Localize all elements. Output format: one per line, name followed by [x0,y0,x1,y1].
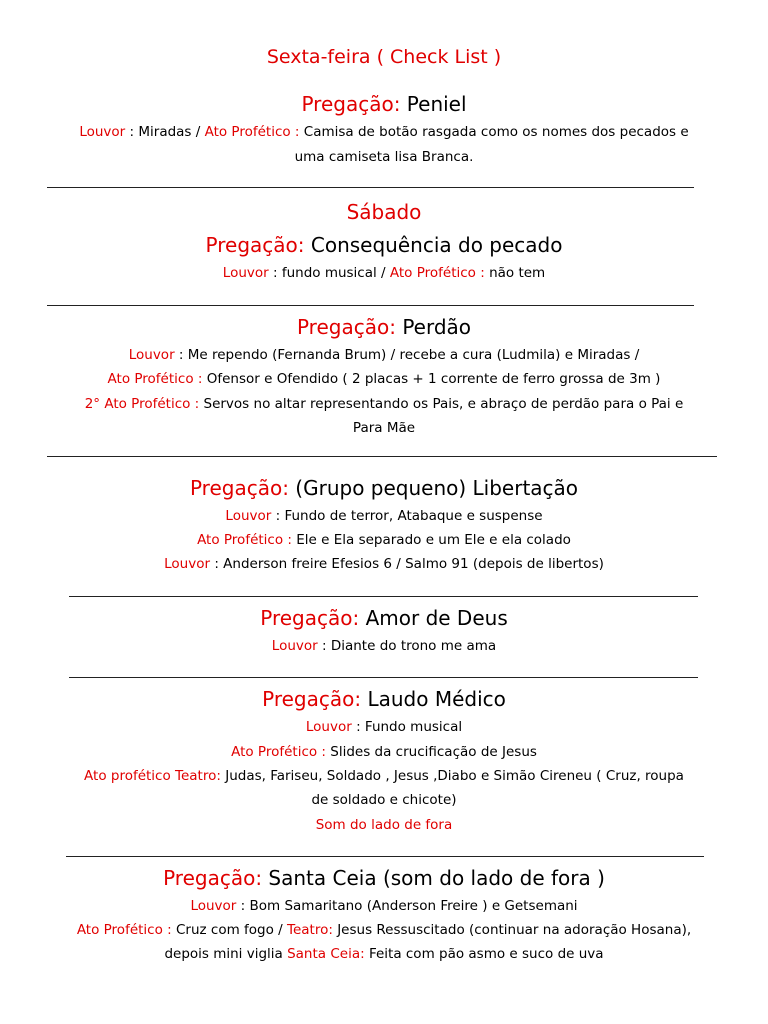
santa-ceia-label: Santa Ceia: [287,946,365,962]
ato-text: Ele e Ela separado e um Ele e ela colado [291,532,571,548]
ato-text: não tem [484,265,546,281]
s1-line-1 [0,124,768,140]
pregacao-label: Pregação: [163,866,269,890]
ato-label: Ato Profético : [197,532,292,548]
s5-line-1 [0,638,768,654]
sermon-title: Amor de Deus [365,606,508,630]
teatro-text: Judas, Fariseu, Soldado , Jesus ,Diabo e Simão Cireneu ( Cruz, roupa [220,768,684,784]
pregacao-label: Pregação: [296,315,403,339]
s4-line-1 [0,508,768,524]
ato-label: Ato Profético : [389,265,485,281]
louvor-label: Louvor [164,556,211,572]
sermon-heading-consequencia [0,233,768,257]
sermon-title: (Grupo pequeno) Libertação [295,476,579,500]
ato-label: Ato Profético : [204,124,300,140]
sermon-title: Laudo Médico [367,687,506,711]
ato-text: Cruz com fogo / [171,922,288,938]
s4-line-2 [0,532,768,548]
s7-line-1 [0,898,768,914]
s6-line-5: Som do lado de fora [315,817,453,833]
pregacao-label: Pregação: [205,233,311,257]
louvor-label: Louvor [79,124,126,140]
ato-text: Ofensor e Ofendido ( 2 placas + 1 corrente de ferro grossa de 3m ) [202,371,661,387]
ato-label: Ato Profético : [76,922,172,938]
sermon-heading-perdao [0,315,768,339]
s3-line-1 [0,347,768,363]
louvor-text: : Fundo de terror, Atabaque e suspense [271,508,543,524]
ato-label: Ato Profético : [107,371,203,387]
ato-text: Camisa de botão rasgada como os nomes dos pecados e [299,124,689,140]
pregacao-label: Pregação: [301,92,407,116]
pregacao-label: Pregação: [260,606,366,630]
day-heading-sabado: Sábado [346,200,422,224]
louvor-label: Louvor [305,719,352,735]
sermon-title: Santa Ceia (som do lado de fora ) [268,866,605,890]
divider [47,187,694,188]
s4-line-3 [0,556,768,572]
pregacao-label: Pregação: [189,476,296,500]
louvor-text: : Miradas / [125,124,205,140]
s6-line-1 [0,719,768,735]
ato-label: Ato Profético : [231,744,326,760]
divider [47,305,694,306]
santa-ceia-text: Feita com pão asmo e suco de uva [364,946,604,962]
louvor-text: : Me rependo (Fernanda Brum) / recebe a cura (Ludmila) e Miradas / [174,347,640,363]
louvor-label: Louvor [190,898,237,914]
pregacao-label: Pregação: [262,687,368,711]
divider [66,856,704,857]
divider [69,596,698,597]
s3-line-3 [0,396,768,412]
continuation-text: depois mini viglia [164,946,288,962]
s6-line-2 [0,744,768,760]
divider [69,677,698,678]
s3-line-4: Para Mãe [352,420,416,436]
page-title: Sexta-feira ( Check List ) [266,46,502,68]
sermon-heading-libertacao [0,476,768,500]
teatro-text: Jesus Ressuscitado (continuar na adoração Hosana), [332,922,692,938]
s6-line-4: de soldado e chicote) [311,792,457,808]
louvor-text: : Anderson freire Efesios 6 / Salmo 91 (depois de libertos) [210,556,604,572]
sermon-heading-laudo [0,687,768,711]
sermon-title: Consequência do pecado [310,233,563,257]
sermon-title: Peniel [406,92,467,116]
divider [47,456,717,457]
louvor-text: : Bom Samaritano (Anderson Freire ) e Getsemani [236,898,578,914]
louvor-label: Louvor [128,347,175,363]
louvor-text: : fundo musical / [268,265,390,281]
s1-line-2: uma camiseta lisa Branca. [294,149,474,165]
s7-line-3 [0,946,768,962]
louvor-text: : Diante do trono me ama [317,638,497,654]
ato-text: Slides da crucificação de Jesus [325,744,537,760]
sermon-title: Perdão [402,315,472,339]
s2-line-1 [0,265,768,281]
s7-line-2 [0,922,768,938]
ato2-text: Servos no altar representando os Pais, e abraço de perdão para o Pai e [199,396,684,412]
louvor-text: : Fundo musical [351,719,463,735]
teatro-label: Teatro: [287,922,333,938]
teatro-label: Ato profético Teatro: [84,768,221,784]
louvor-label: Louvor [225,508,272,524]
sermon-heading-amor [0,606,768,630]
sermon-heading-peniel [0,92,768,116]
louvor-label: Louvor [271,638,318,654]
louvor-label: Louvor [222,265,269,281]
s3-line-2 [0,371,768,387]
ato2-label: 2° Ato Profético : [84,396,200,412]
s6-line-3 [0,768,768,784]
sermon-heading-santa-ceia [0,866,768,890]
